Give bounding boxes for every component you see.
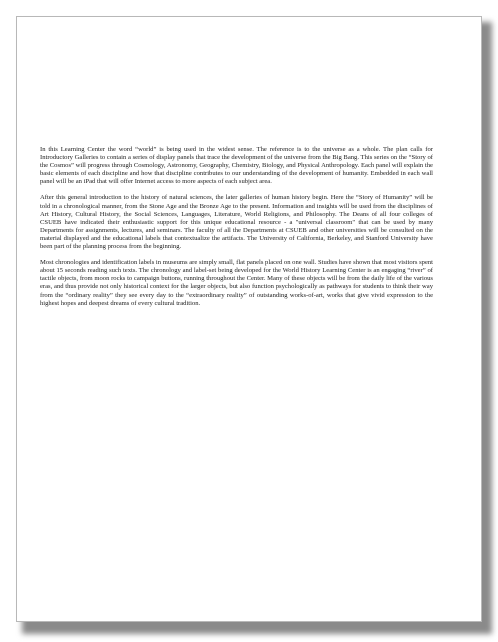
document-page xyxy=(16,16,482,622)
paragraph-cosmos: In this Learning Center the word “world” is being used in the widest sense. The reference is to the universe as a whole. The plan calls for Introductory Galleries to contain a series of display panels that trace the development of the universe from the Big Bang. This series on the “Story of the Cosmos” will progress through Cosmology, Astronomy, Geography, Chemistry, Biology, and Physical Anthropology. Each panel will explain the basic elements of each discipline and how that discipline contributes to our understanding of the development of humanity. Embedded in each wall panel will be an iPad that will offer Internet access to more aspects of each subject area. xyxy=(40,146,433,186)
paragraph-chronologies: Most chronologies and identification labels in museums are simply small, flat panels placed on one wall. Studies have shown that most visitors spent about 15 seconds reading such texts. The chronology and label-set being developed for the World History Learning Center is an engaging “river” of tactile objects, from moon rocks to campaign buttons, running throughout the Center. Many of these objects will be from the daily life of the various eras, and thus provide not only historical context for the larger objects, but also function psychologically as pathways for students to think their way from the “ordinary reality” they see every day to the “extraordinary reality” of outstanding works-of-art, works that give vivid expression to the highest hopes and deepest dreams of every cultural tradition. xyxy=(40,259,433,307)
paragraph-humanity: After this general introduction to the history of natural sciences, the later galleries of human history begin. Here the “Story of Humanity” will be told in a chronological manner, from the Stone Age and the Bronze Age to the present. Information and insights will be used from the disciplines of Art History, Cultural History, the Social Sciences, Languages, Literature, World Religions, and Philosophy. The Deans of all four colleges of CSUEB have indicated their enthusiastic support for this unique educational resource - a "universal classroom" that can be used by many Departments for assignments, lectures, and seminars. The faculty of all the Departments at CSUEB and other universities will be consulted on the material displayed and the educational labels that contextualize the artifacts. The University of California, Berkeley, and Stanford University have been part of the planning process from the beginning. xyxy=(40,194,433,251)
document-body xyxy=(40,146,433,316)
